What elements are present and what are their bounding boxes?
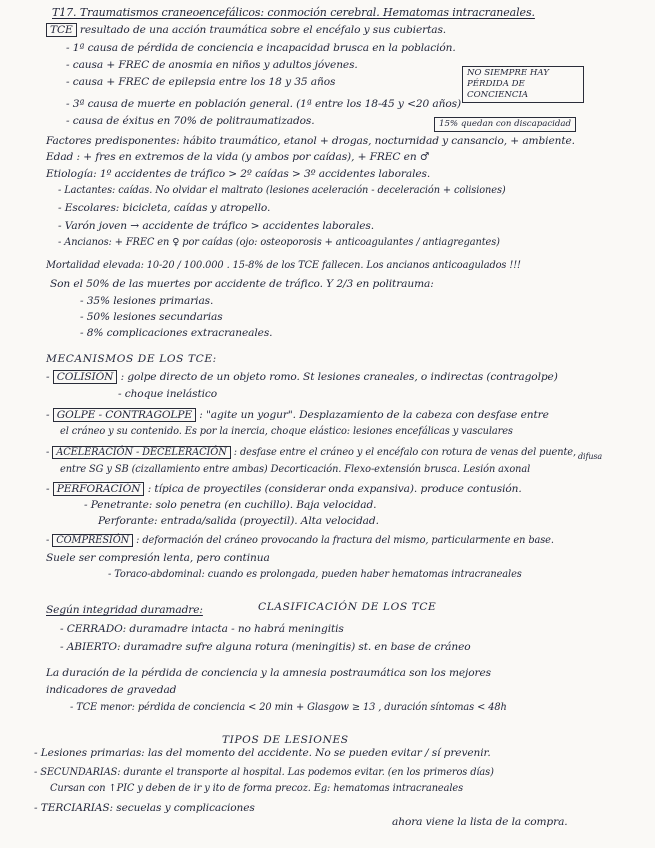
aceleracion-text-2: entre SG y SB (cizallamiento entre ambas) Decorticación. Flexo-extensión brusca. Lesión axonal xyxy=(60,464,531,475)
duracion-line: La duración de la pérdida de conciencia y la amnesia postraumática son los mejores xyxy=(46,667,491,679)
etiologia-item: - Lactantes: caídas. No olvidar el maltrato (lesiones aceleración - deceleración + colisiones) xyxy=(58,185,506,196)
tce-label: TCE xyxy=(46,23,77,37)
factores-line: Factores predisponentes: hábito traumático, etanol + drogas, nocturnidad y cansancio, + ambiente. xyxy=(46,135,575,147)
duracion-line-2: indicadores de gravedad xyxy=(46,684,177,696)
clasificacion-subheading: Según integridad duramadre: xyxy=(46,604,203,616)
tce-definition: resultado de una acción traumática sobre el encéfalo y sus cubiertas. xyxy=(79,24,447,36)
intro-item: - causa + FREC de anosmia en niños y adultos jóvenes. xyxy=(66,59,358,71)
clasificacion-item: - CERRADO: duramadre intacta - no habrá meningitis xyxy=(60,623,344,635)
compresion-text-2: Suele ser compresión lenta, pero continua xyxy=(46,552,270,564)
golpe-text-2: el cráneo y su contenido. Es por la inercia, choque elástico: lesiones encefálicas y vasculares xyxy=(60,426,513,437)
tipos-item: - TERCIARIAS: secuelas y complicaciones xyxy=(34,802,255,814)
edad-line: Edad : + fres en extremos de la vida (y ambos por caídas), + FREC en ♂ xyxy=(46,151,430,163)
perforacion-label: PERFORACIÓN xyxy=(53,482,145,496)
intro-item: - causa de éxitus en 70% de politraumatizados. xyxy=(66,115,315,127)
perforacion-line: - PERFORACIÓN : típica de proyectiles (considerar onda expansiva). produce contusión. xyxy=(46,483,522,495)
footer-note: ahora viene la lista de la compra. xyxy=(392,816,568,828)
compresion-text: : deformación del cráneo provocando la fractura del mismo, particularmente en base. xyxy=(136,535,554,546)
golpe-text: : "agite un yogur". Desplazamiento de la cabeza con desfase entre xyxy=(199,409,549,421)
golpe-label: GOLPE - CONTRAGOLPE xyxy=(53,408,196,422)
colision-label: COLISIÓN xyxy=(53,370,118,384)
golpe-line: - GOLPE - CONTRAGOLPE : "agite un yogur". Desplazamiento de la cabeza con desfase entre xyxy=(46,409,549,421)
compresion-label: COMPRESIÓN xyxy=(52,534,133,547)
mortalidad-line: Mortalidad elevada: 10-20 / 100.000 . 15-8% de los TCE fallecen. Los ancianos anticoagulados !!! xyxy=(46,260,521,271)
etiologia-item: - Escolares: bicicleta, caídas y atropello. xyxy=(58,202,271,214)
tce-definition-line xyxy=(46,23,446,37)
aceleracion-aside: difusa xyxy=(578,452,603,461)
intro-item: - causa + FREC de epilepsia entre los 18 y 35 años xyxy=(66,76,336,88)
aceleracion-line: - ACELERACIÓN - DECELERACIÓN : desfase entre el cráneo y el encéfalo con rotura de venas del puente, xyxy=(46,447,577,458)
perforacion-text: : típica de proyectiles (considerar onda expansiva). produce contusión. xyxy=(147,483,522,495)
compresion-sub: - Toraco-abdominal: cuando es prolongada, pueden haber hematomas intracraneales xyxy=(108,569,522,580)
clasificacion-item: - ABIERTO: duramadre sufre alguna rotura (meningitis) st. en base de cráneo xyxy=(60,641,471,653)
aceleracion-label: ACELERACIÓN - DECELERACIÓN xyxy=(52,446,230,459)
tipos-heading: TIPOS DE LESIONES xyxy=(222,734,349,746)
colision-text: : golpe directo de un objeto romo. St lesiones craneales, o indirectas (contragolpe) xyxy=(120,371,558,383)
aceleracion-text: : desfase entre el cráneo y el encéfalo con rotura de venas del puente, xyxy=(233,447,577,458)
clasificacion-heading: CLASIFICACIÓN DE LOS TCE xyxy=(258,601,437,613)
note-no-siempre: NO SIEMPRE HAY PÉRDIDA DE CONCIENCIA xyxy=(462,66,584,103)
perforacion-item: - Penetrante: solo penetra (en cuchillo). Baja velocidad. xyxy=(84,499,377,511)
page-title: T17. Traumatismos craneoencefálicos: conmoción cerebral. Hematomas intracraneales. xyxy=(52,6,535,19)
mecanismos-heading: MECANISMOS DE LOS TCE: xyxy=(46,353,217,365)
tipos-item: - SECUNDARIAS: durante el transporte al hospital. Las podemos evitar. (en los primeros días) xyxy=(34,767,494,778)
perforacion-item: Perforante: entrada/salida (proyectil). Alta velocidad. xyxy=(98,515,379,527)
tce-menor-line: - TCE menor: pérdida de conciencia < 20 min + Glasgow ≥ 13 , duración síntomas < 48h xyxy=(70,702,507,713)
compresion-line: - COMPRESIÓN : deformación del cráneo provocando la fractura del mismo, particularmente en base. xyxy=(46,535,554,546)
colision-line: - COLISIÓN : golpe directo de un objeto romo. St lesiones craneales, o indirectas (contragolpe) xyxy=(46,371,558,383)
etiologia-heading: Etiología: 1º accidentes de tráfico > 2º caídas > 3º accidentes laborales. xyxy=(46,168,431,180)
tipos-item: - Lesiones primarias: las del momento del accidente. No se pueden evitar / sí prevenir. xyxy=(34,747,491,759)
etiologia-item: - Varón joven → accidente de tráfico > accidentes laborales. xyxy=(58,220,375,232)
note-discapacidad: 15% quedan con discapacidad xyxy=(434,117,576,132)
mortalidad-item: - 35% lesiones primarias. xyxy=(80,295,214,307)
colision-sub: - choque inelástico xyxy=(118,388,217,400)
etiologia-item: - Ancianos: + FREC en ♀ por caídas (ojo: osteoporosis + anticoagulantes / antiagregantes) xyxy=(58,237,500,248)
muertes-line: Son el 50% de las muertes por accidente de tráfico. Y 2/3 en politrauma: xyxy=(50,278,434,290)
intro-item: - 1ª causa de pérdida de conciencia e incapacidad brusca en la población. xyxy=(66,42,456,54)
mortalidad-item: - 50% lesiones secundarias xyxy=(80,311,223,323)
mortalidad-item: - 8% complicaciones extracraneales. xyxy=(80,327,273,339)
intro-item: - 3ª causa de muerte en población general. (1ª entre los 18-45 y <20 años) xyxy=(66,98,461,110)
tipos-item: Cursan con ↑PIC y deben de ir y ito de forma precoz. Eg: hematomas intracraneales xyxy=(50,783,463,794)
